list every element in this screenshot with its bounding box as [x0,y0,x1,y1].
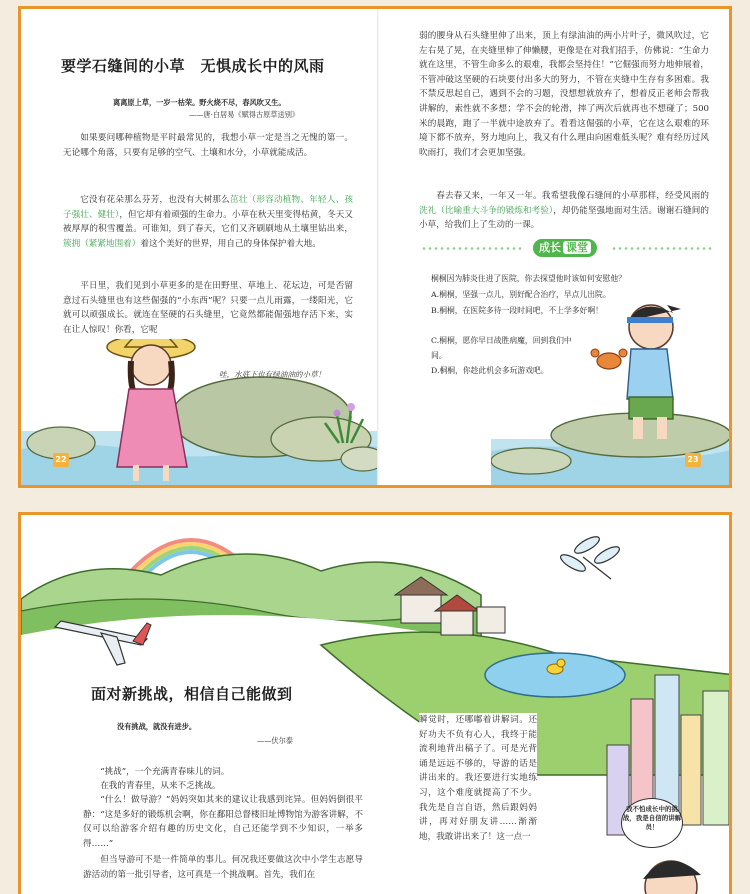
badge-part-1: 成长 [539,241,561,254]
page-number-23: 23 [685,453,701,467]
left-paragraph-3: 平日里，我们见到小草更多的是在田野里、草地上、花坛边，可是否留意过石头缝里也有这些倔强的“小东西”呢？只要一点儿雨露，一缕阳光，它就可以顽强成长。就连在坚硬的石头缝里，它竟然都能倔强地存活下来，实在让人惊叹！你看，它呢 [63,281,353,335]
bottom-boy-character-icon [643,861,701,894]
growth-classroom-header [421,237,711,261]
left-page-title: 要学石缝间的小草 无惧成长中的风雨 [61,57,325,75]
quiz-option-c: C.桐桐，愿你早日战胜病魔，回到我们中间。 [431,336,572,360]
vocab-xili: 洗礼（比喻重大斗争的锻炼和考验） [419,205,554,216]
dotted-divider-left [421,247,521,250]
girl-speech-text: 哇，水底下也有绿油油的小草！ [219,370,326,379]
quiz-option-a: A.桐桐，坚强一点儿，别好配合治疗，早点儿出院。 [431,290,611,299]
bottom-paragraph-4: 但当导游可不是一件简单的事儿。何况我还要做这次中小学生志愿导游活动的第一批引导者，这可真是一个挑战啊。首先，我们在 [83,855,363,880]
right-p2-text-a: 春去春又来，一年又一年。我希望我像石缝间的小草那样，经受风雨的 [436,191,709,201]
bottom-page-title: 面对新挑战，相信自己能做到 [91,685,293,703]
boy-character-icon [627,305,681,439]
bottom-book-spread [18,512,732,894]
bottom-paragraph-1: “挑战”，一个充满青春味儿的词。 [100,767,230,777]
bottom-paragraph-3: “什么！做导游？”妈妈突如其来的建议让我感到诧异。但妈妈倒很平静：“这是多好的锻炼机会啊，你在鄱阳总督楼旧址博物馆为游客讲解，不仅可以给游客介绍有趣的历史文化，自己还能学到不少知识，一举多得……” [83,795,363,849]
growth-classroom-badge [533,239,597,257]
badge-part-2: 课堂 [563,241,591,254]
quiz-question: 桐桐因为肺炎住进了医院，你去探望他时该如何安慰他？ [431,274,626,283]
bottom-epigraph-line1: 没有挑战，就没有进步。 [117,722,197,731]
quiz-option-d: D.桐桐，你趁此机会多玩游戏吧。 [431,366,549,375]
left-p2-text-a: 它没有花朵那么芬芳，也没有大树那么 [80,195,230,205]
crab-icon [591,349,627,369]
left-epigraph-line2: ——唐·白居易《赋得古原草送别》 [189,110,300,119]
bottom-epigraph-line2: ——伏尔泰 [257,736,293,745]
top-book-spread [18,6,732,488]
right-p2-text-b: ，却仍能坚强地面对生活。谢谢石缝间的小草，给我们上了生动的一课。 [419,205,709,231]
quiz-option-b: B.桐桐，在医院多待一段时间吧，不上学多好啊！ [431,306,603,315]
left-epigraph-line1: 离离原上草，一岁一枯荣。野火烧不尽，春风吹又生。 [113,98,286,107]
right-paragraph-1: 弱的腰身从石头缝里伸了出来，顶上有绿油油的两小片叶子，微风吹过，它左右晃了晃，在夹缝里伸了伸懒腰，更像是在对我们招手，仿佛说：“生命力就在这里，不管生命多么的艰难，我都会坚持住！”它倔强而努力地伸展着，不管冲破这坚硬的石块要付出多大的努力，不管在夹缝中生存有多困难。我不禁反思起自己，遇到不会的习题，没想想就放弃了，想着反正老师会帮我讲解的，索性就不多想；学不会的轮滑，摔了两次后就再也不想碰了；500米的晨跑，跑了一半就中途放弃了。看看这倔强的小草，它在这么艰难的环境下都不放弃，努力地向上，我又有什么理由向困难低头呢？难有经历过风吹雨打，我们才会更加坚强。 [419,31,709,158]
bottom-speech-bubble: 我不怕成长中的挑战，我是自信的讲解员！ [621,798,683,848]
girl-stream-illustration [21,339,377,488]
dotted-divider-right [611,247,711,250]
bottom-right-column: 瞬觉时，还哪嘟着讲解词。还好功夫不负有心人，我终于能流利地背出稿子了。可是光背诵是远远不够的，导游的话是讲出来的。我还要进行实地练习，这个难度就提高了不少。我先是自言自语，然后跟妈妈讲，再对好朋友讲……渐渐地，我敢讲出来了！这一点一 [419,713,537,844]
left-p2-text-c: 着这个美好的世界，用自己的身体保护着大地。 [140,238,321,249]
pond-with-duck-icon [485,653,625,697]
right-paragraph-2 [419,189,709,233]
vocab-zhuozhuang: 茁壮（形容动植物、年轻人、孩子强壮、健壮） [63,195,353,220]
vocab-cuyong: 簇拥（紧紧地围着） [63,238,141,249]
dragonfly-icon [558,534,621,579]
left-p2-text-b: ，但它却有着顽强的生命力。小草在秋天里变得枯黄，冬天又被厚厚的积雪覆盖。可谁知，到了春天，它们又齐刷刷地从土壤里钻出来， [63,209,353,235]
left-paragraph-1: 如果要问哪种植物是平时最常见的，我想小草一定是当之无愧的第一。无论哪个角落，只要有足够的空气、土壤和水分，小草就能成活。 [63,133,353,158]
page-number-22: 22 [53,453,69,467]
bottom-paragraph-2: 在我的青春里，从来不乏挑战。 [100,781,221,791]
page-gutter [377,9,379,485]
left-paragraph-2 [63,193,353,251]
